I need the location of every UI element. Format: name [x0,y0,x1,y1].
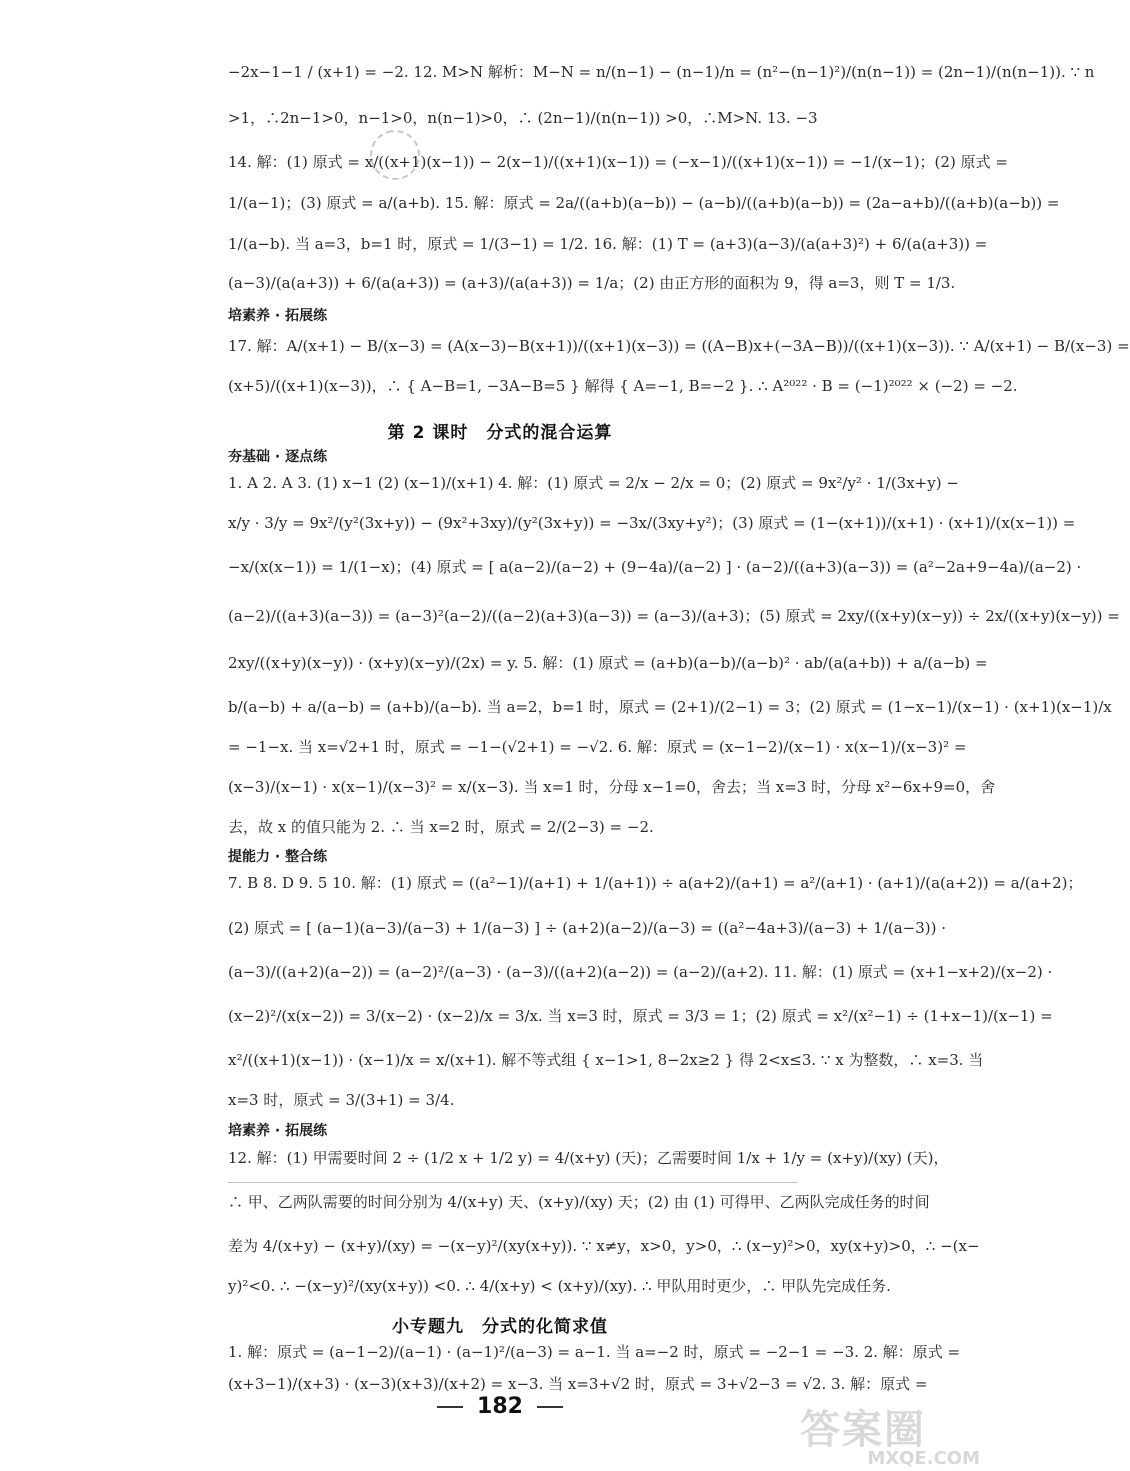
text-line: x²/((x+1)(x−1)) · (x−1)/x = x/(x+1). 解不等式组 { x−1>1, 8−2x≥2 } 得 2<x≤3. ∵ x 为整数，∴ x=3. 当 [228,1051,984,1069]
dash-left [437,1406,463,1408]
section-label: 提能力 · 整合练 [228,849,328,865]
text-line: −2x−1−1 / (x+1) = −2. 12. M>N 解析：M−N = n/(n−1) − (n−1)/n = (n²−(n−1)²)/(n(n−1)) = (2n−1)/(n(n−1)). ∵ n [228,63,1095,81]
text-line: (x−3)/(x−1) · x(x−1)/(x−3)² = x/(x−3). 当 x=1 时，分母 x−1=0，舍去；当 x=3 时，分母 x²−6x+9=0，舍 [228,778,996,796]
section-label: 培素养 · 拓展练 [228,1123,328,1139]
text-line: ∴ 甲、乙两队需要的时间分别为 4/(x+y) 天、(x+y)/(xy) 天；(2) 由 (1) 可得甲、乙两队完成任务的时间 [228,1193,930,1211]
text-line: y)²<0. ∴ −(x−y)²/(xy(x+y)) <0. ∴ 4/(x+y) < (x+y)/(xy). ∴ 甲队用时更少，∴ 甲队先完成任务. [228,1277,891,1295]
text-line: b/(a−b) + a/(a−b) = (a+b)/(a−b). 当 a=2，b=1 时，原式 = (2+1)/(2−1) = 3；(2) 原式 = (1−x−1)/(x−1) · (x+1)(x−1)/x [228,698,1112,716]
text-line: >1，∴2n−1>0，n−1>0，n(n−1)>0，∴ (2n−1)/(n(n−1)) >0，∴M>N. 13. −3 [228,109,818,127]
text-line: 1/(a−b). 当 a=3，b=1 时，原式 = 1/(3−1) = 1/2. 16. 解：(1) T = (a+3)(a−3)/(a(a+3)²) + 6/(a(a+3)) = [228,235,988,253]
text-line: 14. 解：(1) 原式 = x/((x+1)(x−1)) − 2(x−1)/((x+1)(x−1)) = (−x−1)/((x+1)(x−1)) = −1/(x−1)；(2) 原式 = [228,153,1008,171]
text-line: (x−2)²/(x(x−2)) = 3/(x−2) · (x−2)/x = 3/x. 当 x=3 时，原式 = 3/3 = 1；(2) 原式 = x²/(x²−1) ÷ (1+x−1)/(x−1) = [228,1007,1053,1025]
text-line: (a−3)/((a+2)(a−2)) = (a−2)²/(a−3) · (a−3)/((a+2)(a−2)) = (a−2)/(a+2). 11. 解：(1) 原式 = (x+1−x+2)/(x−2) · [228,963,1053,981]
page-number-text: 182 [477,1394,523,1419]
text-line: (a−3)/(a(a+3)) + 6/(a(a+3)) = (a+3)/(a(a+3)) = 1/a；(2) 由正方形的面积为 9，得 a=3，则 T = 1/3. [228,274,956,292]
text-line: 1. A 2. A 3. (1) x−1 (2) (x−1)/(x+1) 4. 解：(1) 原式 = 2/x − 2/x = 0；(2) 原式 = 9x²/y² · 1/(3x+y) − [228,474,959,492]
text-line: (2) 原式 = [ (a−1)(a−3)/(a−3) + 1/(a−3) ] ÷ (a+2)(a−2)/(a−3) = ((a²−4a+3)/(a−3) + 1/(a−3)) · [228,919,947,937]
text-line: −x/(x(x−1)) = 1/(1−x)；(4) 原式 = [ a(a−2)/(a−2) + (9−4a)/(a−2) ] · (a−2)/((a+3)(a−3)) = (a²−2a+9−4a)/(a−2) · [228,558,1082,576]
text-line: 去，故 x 的值只能为 2. ∴ 当 x=2 时，原式 = 2/(2−3) = −2. [228,818,654,836]
text-line: (a−2)/((a+3)(a−3)) = (a−3)²(a−2)/((a−2)(a+3)(a−3)) = (a−3)/(a+3)；(5) 原式 = 2xy/((x+y)(x−y)) ÷ 2x/((x+y)(x−y)) = [228,607,1120,625]
section-label: 夯基础 · 逐点练 [228,449,328,465]
text-line: 1. 解：原式 = (a−1−2)/(a−1) · (a−1)²/(a−3) = a−1. 当 a=−2 时，原式 = −2−1 = −3. 2. 解：原式 = [228,1343,961,1361]
text-line: 17. 解：A/(x+1) − B/(x−3) = (A(x−3)−B(x+1))/((x+1)(x−3)) = ((A−B)x+(−3A−B))/((x+1)(x−3)). ∵ A/(x+1) − B/(x−3) = [228,337,1130,355]
text-line: (x+3−1)/(x+3) · (x−3)(x+3)/(x+2) = x−3. 当 x=3+√2 时，原式 = 3+√2−3 = √2. 3. 解：原式 = [228,1375,928,1393]
text-line: 2xy/((x+y)(x−y)) · (x+y)(x−y)/(2x) = y. 5. 解：(1) 原式 = (a+b)(a−b)/(a−b)² · ab/(a(a+b)) + a/(a−b) = [228,654,988,672]
text-line: x/y · 3/y = 9x²/(y²(3x+y)) − (9x²+3xy)/(y²(3x+y)) = −3x/(3xy+y²)；(3) 原式 = (1−(x+1))/(x+1) · (x+1)/(x(x−1)) = [228,514,1076,532]
watermark-text: 答案圈 [800,1407,926,1453]
divider [228,1182,798,1183]
section-label: 培素养 · 拓展练 [228,308,328,324]
watermark-site: MXQE.COM [867,1448,980,1469]
text-line: 12. 解：(1) 甲需要时间 2 ÷ (1/2 x + 1/2 y) = 4/(x+y) (天)；乙需要时间 1/x + 1/y = (x+y)/(xy) (天)， [228,1149,949,1167]
text-line: x=3 时，原式 = 3/(3+1) = 3/4. [228,1091,455,1109]
text-line: 差为 4/(x+y) − (x+y)/(xy) = −(x−y)²/(xy(x+y)). ∵ x≠y，x>0，y>0，∴ (x−y)²>0，xy(x+y)>0，∴ −(x− [228,1237,980,1255]
section-heading: 第 2 课时 分式的混合运算 [387,423,613,443]
section-heading: 小专题九 分式的化简求值 [392,1317,608,1337]
text-line: (x+5)/((x+1)(x−3))，∴ { A−B=1, −3A−B=5 } 解得 { A=−1, B=−2 }. ∴ A²⁰²² · B = (−1)²⁰²² × (−2) = −2. [228,377,1018,395]
text-line: = −1−x. 当 x=√2+1 时，原式 = −1−(√2+1) = −√2. 6. 解：原式 = (x−1−2)/(x−1) · x(x−1)/(x−3)² = [228,738,967,756]
text-line: 1/(a−1)；(3) 原式 = a/(a+b). 15. 解：原式 = 2a/((a+b)(a−b)) − (a−b)/((a+b)(a−b)) = (2a−a+b)/((a+b)(a−b)) = [228,194,1060,212]
text-line: 7. B 8. D 9. 5 10. 解：(1) 原式 = ((a²−1)/(a+1) + 1/(a+1)) ÷ a(a+2)/(a+1) = a²/(a+1) · (a+1)/(a(a+2)) = a/(a+2)； [228,874,1083,892]
dash-right [537,1406,563,1408]
watermark-logo [800,1407,990,1470]
